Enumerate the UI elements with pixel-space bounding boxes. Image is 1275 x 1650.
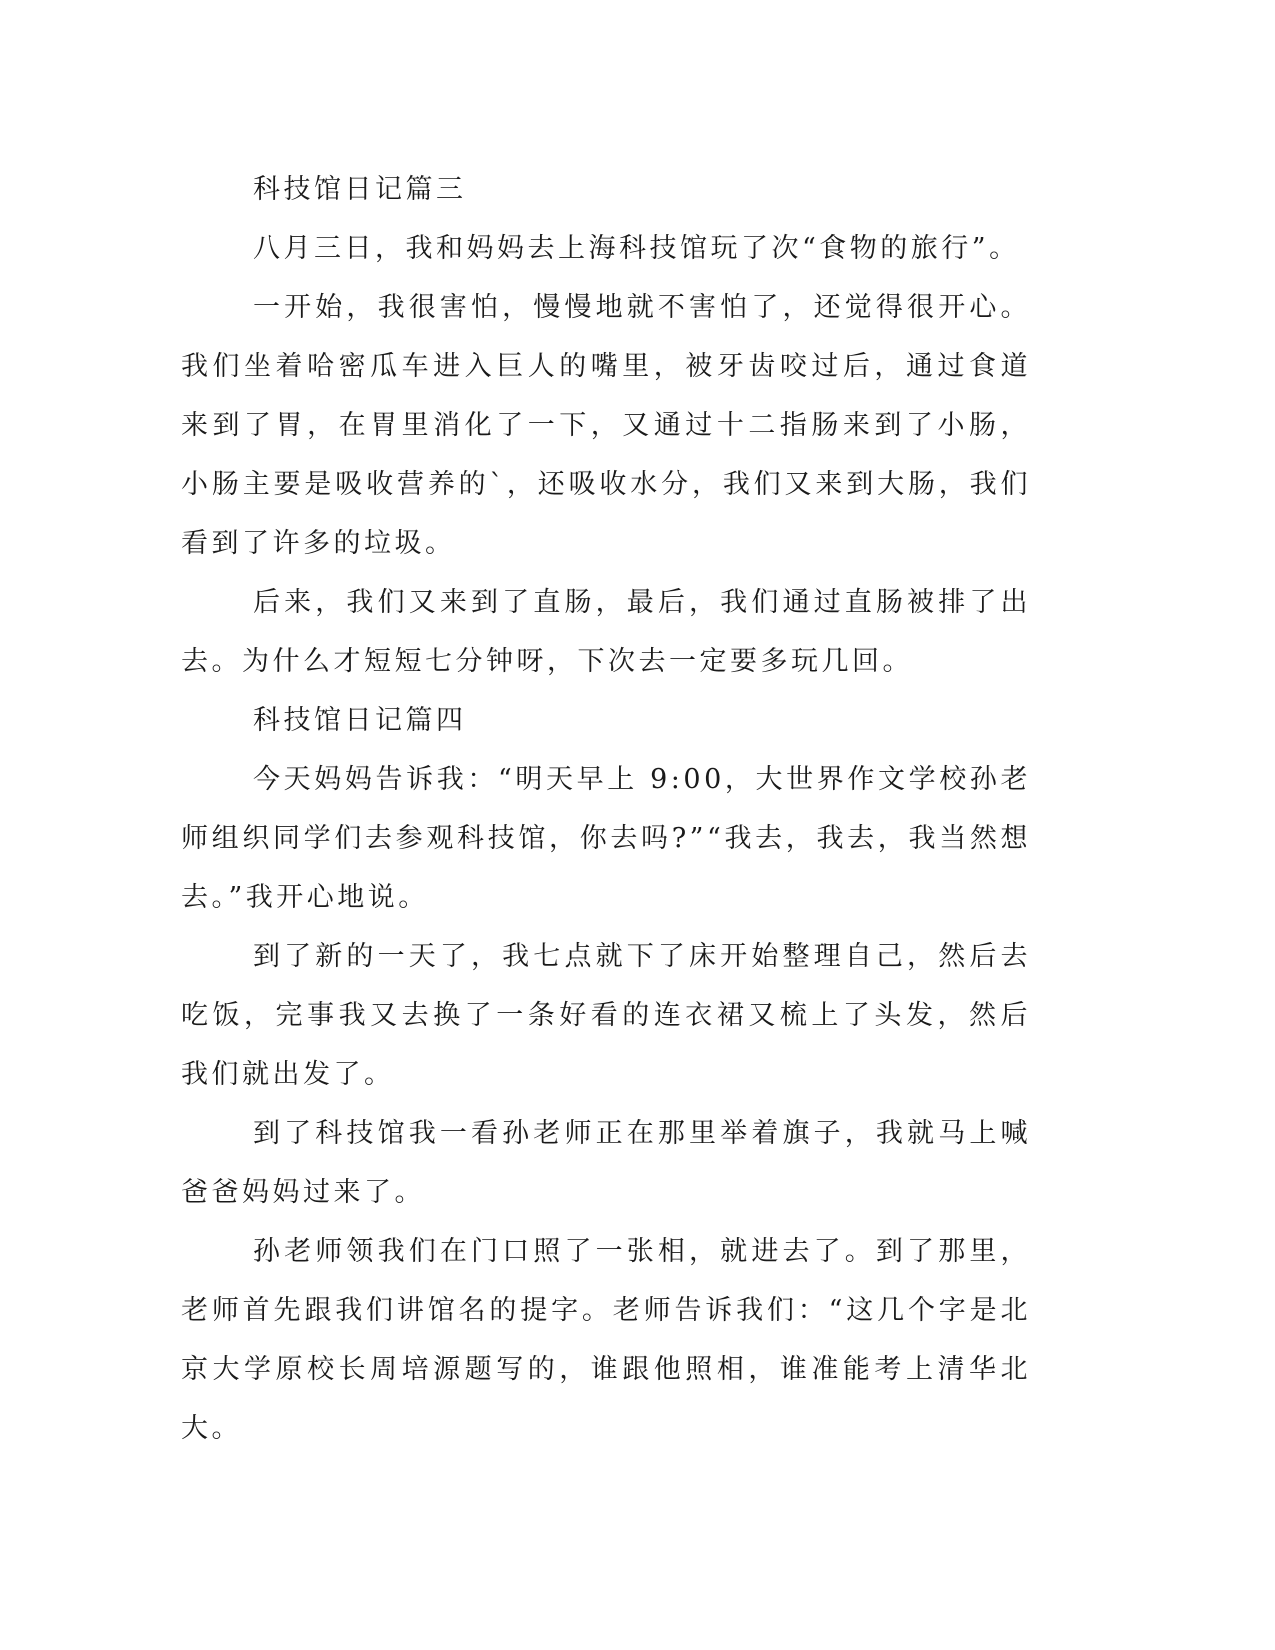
paragraph: 八月三日，我和妈妈去上海科技馆玩了次“食物的旅行”。 (253, 233, 1020, 264)
paragraph: 到了科技馆我一看孙老师正在那里举着旗子，我就马上喊爸爸妈妈过来了。 (181, 1118, 1031, 1208)
paragraph: 一开始，我很害怕，慢慢地就不害怕了，还觉得很开心。我们坐着哈密瓜车进入巨人的嘴里，被牙齿咬过后，通过食道来到了胃，在胃里消化了一下，又通过十二指肠来到了小肠，小肠主要是吸收营养的`，还吸收水分，我们又来到大肠，我们看到了许多的垃圾。 (181, 292, 1031, 559)
paragraph: 今天妈妈告诉我：“明天早上 9:00，大世界作文学校孙老师组织同学们去参观科技馆，你去吗?”“我去，我去，我当然想去。”我开心地说。 (181, 764, 1031, 913)
paragraph: 后来，我们又来到了直肠，最后，我们通过直肠被排了出去。为什么才短短七分钟呀，下次去一定要多玩几回。 (181, 587, 1031, 677)
section-heading-3: 科技馆日记篇三 (253, 174, 467, 205)
paragraph: 孙老师领我们在门口照了一张相，就进去了。到了那里，老师首先跟我们讲馆名的提字。老师告诉我们：“这几个字是北京大学原校长周培源题写的，谁跟他照相，谁准能考上清华北大。 (181, 1236, 1031, 1444)
document-body (181, 160, 1031, 1458)
section-heading-4: 科技馆日记篇四 (253, 705, 467, 736)
paragraph: 到了新的一天了，我七点就下了床开始整理自己，然后去吃饭，完事我又去换了一条好看的连衣裙又梳上了头发，然后我们就出发了。 (181, 941, 1031, 1090)
